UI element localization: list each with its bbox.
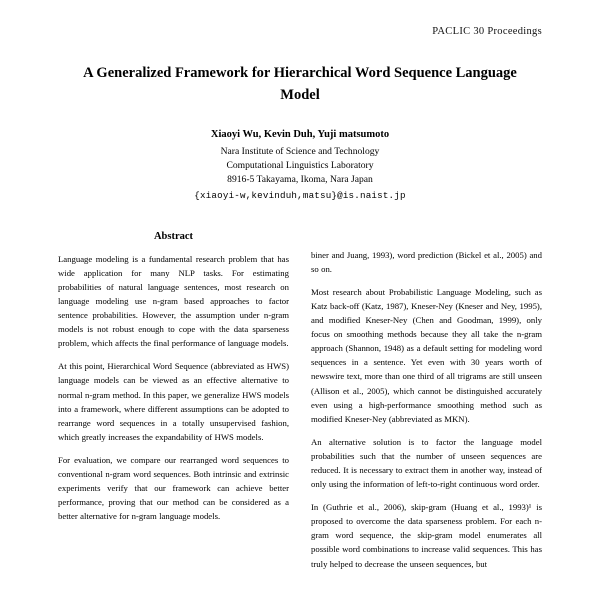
intro-paragraph: biner and Juang, 1993), word prediction (Bickel et al., 2005) and so on. (311, 249, 542, 274)
column-top-spacer (311, 231, 542, 248)
page-title: A Generalized Framework for Hierarchical Word Sequence Language Model (83, 65, 517, 103)
proceedings-venue: PACLIC 30 Proceedings (432, 26, 542, 37)
author-list: Xiaoyi Wu, Kevin Duh, Yuji matsumoto (210, 128, 390, 140)
contact-email: {xiaoyi-w,kevinduh,matsu}@is.naist.jp (194, 189, 406, 201)
right-column (311, 231, 542, 580)
intro-paragraph: An alternative solution is to factor the language model probabilities such that the number of unseen sequences are reduced. It is necessary to extract them in another way, instead of only using the information of left-to-right continuous word order. (311, 436, 542, 490)
affiliation-line-2: Computational Linguistics Laboratory (226, 159, 374, 171)
abstract-paragraph: Language modeling is a fundamental research problem that has wide application for many NLP tasks. For estimating probabilities of natural language sentences, most research on language modeling use n-gram based approaches to factor sentence probabilities. However, the assumption under n-gram models is not robust enough to cope with the data sparseness problem, which affects the final performance of language models. (58, 253, 289, 349)
affiliation-line-1: Nara Institute of Science and Technology (220, 145, 380, 157)
abstract-paragraph: For evaluation, we compare our rearranged word sequences to conventional n-gram word sequences. Both intrinsic and extrinsic experiments verify that our framework can achieve better performance, proving that our method can be considered as a better alternative for n-gram language models. (58, 454, 289, 522)
abstract-heading: Abstract (153, 230, 194, 242)
affiliation-line-3: 8916-5 Takayama, Ikoma, Nara Japan (227, 174, 373, 186)
intro-paragraph: In (Guthrie et al., 2006), skip-gram (Huang et al., 1993)¹ is proposed to overcome the data sparseness problem. For each n-gram word sequence, the skip-gram model enumerates all possible word combinations to increase valid sequences. This has truly helped to decrease the unseen sequences, but (311, 502, 542, 569)
two-column-body (58, 231, 542, 580)
abstract-paragraph: At this point, Hierarchical Word Sequence (abbreviated as HWS) language models can be viewed as an effective alternative to normal n-gram method. In this paper, we generalize HWS models into a framework, where different assumptions can be adopted to rearrange word sequences in a totally unsupervised fashion, which greatly increases the expandability of HWS models. (58, 361, 289, 442)
left-column (58, 231, 289, 580)
intro-paragraph: Most research about Probabilistic Language Modeling, such as Katz back-off (Katz, 1987), Kneser-Ney (Kneser and Ney, 1995), and modified Kneser-Ney (Chen and Goodman, 1999), only focus on smoothing methods because they all take the n-gram approach (Shannon, 1948) as a default setting for modeling word sequences in a sentence. Yet even with 30 years worth of newswire text, more than one third of all trigrams are still unseen (Allison et al., 2005), which cannot be distinguished accurately even using a high-performance smoothing method such as modified Kneser-Ney (abbreviated as MKN). (311, 286, 542, 424)
